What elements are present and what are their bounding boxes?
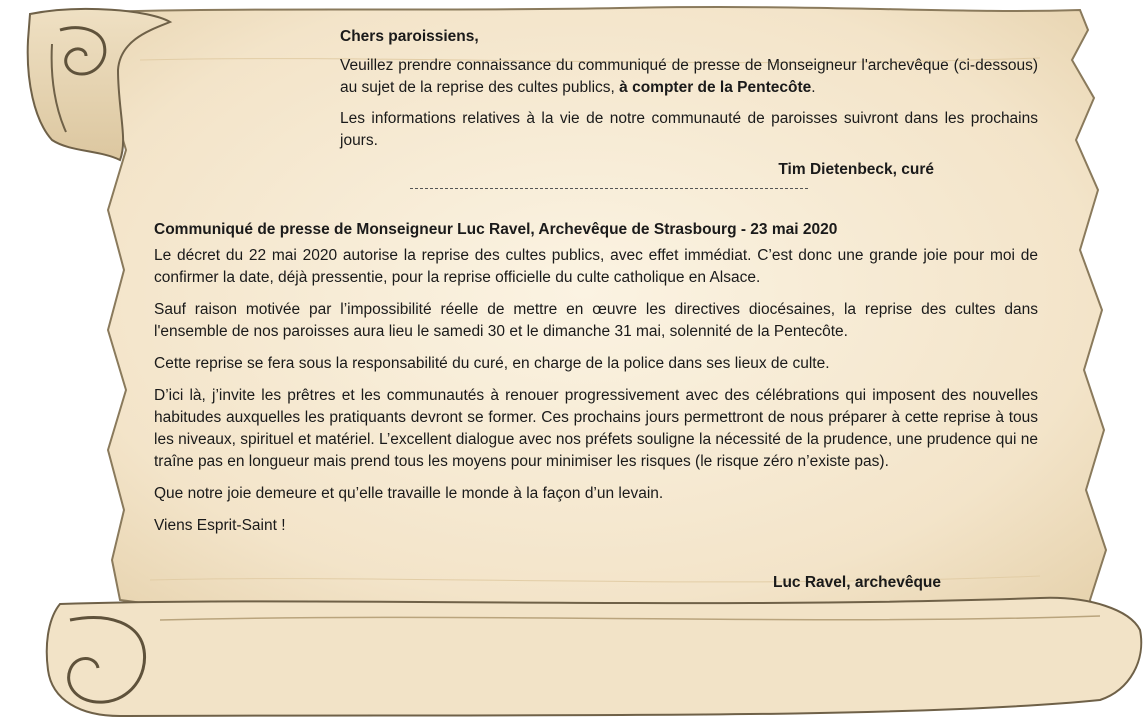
separator-line: [410, 188, 808, 189]
greeting: Chers paroissiens,: [340, 28, 479, 45]
press-release-paragraph: D’ici là, j’invite les prêtres et les communautés à renouer progressivement avec des célébrations qui imposent des nouvelles habitudes auxquelles les pratiquants devront se former. Ces prochains jours permettront de nous préparer à cette reprise à tous les niveaux, spirituel et matériel. L’excellent dialogue avec nos préfets souligne la nécessité de la prudence, une prudence qui ne traîne pas en longueur mais prend tous les moyens pour minimiser les risques (le risque zéro n’existe pas).: [154, 387, 1038, 470]
intro-p1-bold: à compter de la Pentecôte: [619, 79, 812, 96]
intro-p1-end: .: [811, 79, 816, 96]
press-release-section: [154, 219, 1038, 547]
intro-paragraph-2: Les informations relatives à la vie de notre communauté de paroisses suivront dans les prochains jours.: [340, 110, 1038, 149]
signature-cure: Tim Dietenbeck, curé: [778, 161, 934, 178]
press-release-title: Communiqué de presse de Monseigneur Luc Ravel, Archevêque de Strasbourg - 23 mai 2020: [154, 221, 838, 238]
press-release-paragraph: Viens Esprit-Saint !: [154, 517, 286, 534]
scroll-bottom-roll: [47, 598, 1142, 716]
press-release-paragraph: Cette reprise se fera sous la responsabilité du curé, en charge de la police dans ses lieux de culte.: [154, 355, 830, 372]
signature-archeveque: Luc Ravel, archevêque: [773, 574, 941, 591]
press-release-paragraph: Que notre joie demeure et qu’elle travaille le monde à la façon d’un levain.: [154, 485, 664, 502]
press-release-paragraph: Le décret du 22 mai 2020 autorise la reprise des cultes publics, avec effet immédiat. C’est donc une grande joie pour moi de confirmer la date, déjà pressentie, pour la reprise officielle du culte catholique en Alsace.: [154, 247, 1038, 286]
intro-p1-text: Veuillez prendre connaissance du communiqué de presse de Monseigneur l'archevêque (ci-dessous) au sujet de la reprise des cultes publics,: [340, 57, 1038, 96]
intro-section: [340, 26, 1038, 161]
press-release-paragraph: Sauf raison motivée par l’impossibilité réelle de mettre en œuvre les directives diocésaines, la reprise des cultes dans l'ensemble de nos paroisses aura lieu le samedi 30 et le dimanche 31 mai, solennité de la Pentecôte.: [154, 301, 1038, 340]
intro-paragraph-1: [340, 55, 1038, 99]
